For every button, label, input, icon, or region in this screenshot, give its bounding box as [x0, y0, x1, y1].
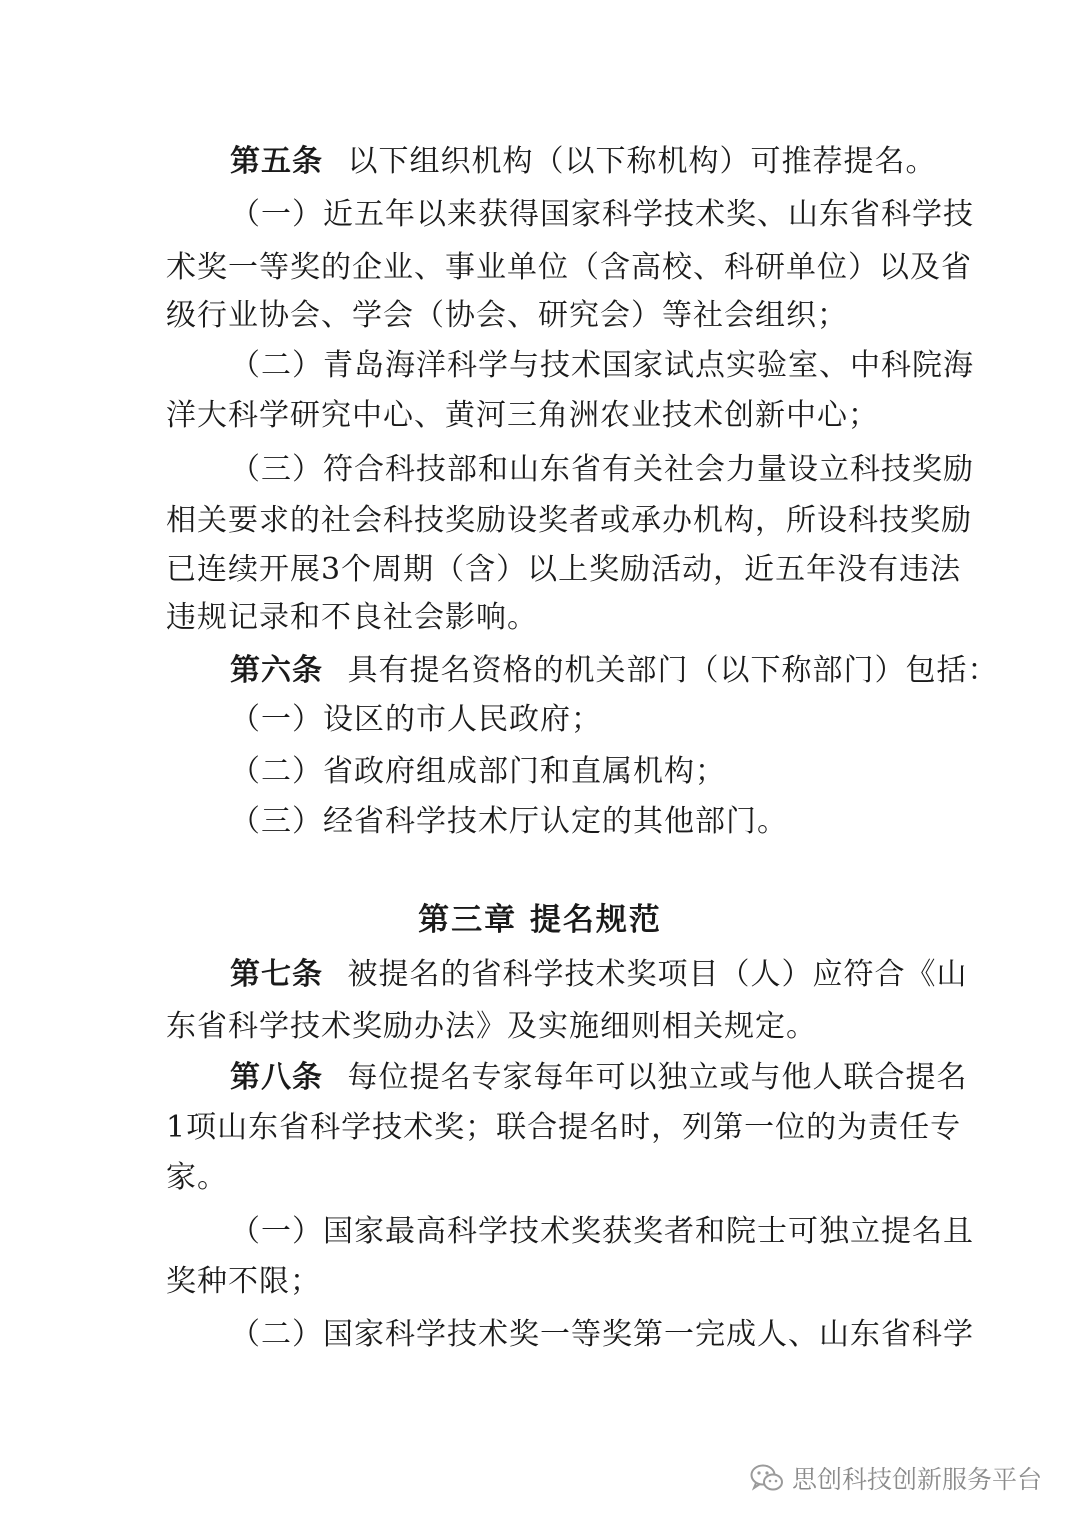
article-6-text: 具有提名资格的机关部门（以下称部门）包括： — [347, 653, 999, 688]
article-5-item-2-line-2: 洋大科学研究中心、黄河三角洲农业技术创新中心； — [166, 398, 879, 433]
article-5-item-1-line-2: 术奖一等奖的企业、事业单位（含高校、科研单位）以及省 — [166, 250, 972, 285]
article-8-line-1 — [230, 1058, 968, 1098]
article-7-line-1 — [230, 955, 968, 995]
article-5-label: 第五条 — [230, 144, 323, 179]
article-7-label: 第七条 — [230, 957, 323, 992]
article-8-line-3: 家。 — [166, 1160, 228, 1195]
article-8-text-line-1: 每位提名专家每年可以独立或与他人联合提名 — [347, 1060, 968, 1095]
article-6-label: 第六条 — [230, 653, 323, 688]
article-6-item-3: （三）经省科学技术厅认定的其他部门。 — [230, 804, 788, 839]
article-8-line-2: 1项山东省科学技术奖；联合提名时，列第一位的为责任专 — [166, 1110, 962, 1145]
article-5-item-3-line-2: 相关要求的社会科技奖励设奖者或承办机构，所设科技奖励 — [166, 503, 972, 538]
article-5-text: 以下组织机构（以下称机构）可推荐提名。 — [347, 144, 937, 179]
article-7-line-2: 东省科学技术奖励办法》及实施细则相关规定。 — [166, 1009, 817, 1044]
article-5-item-1-line-1: （一）近五年以来获得国家科学技术奖、山东省科学技 — [230, 197, 974, 232]
chapter-3-title: 第三章 提名规范 — [418, 902, 662, 938]
article-5-item-3-line-1: （三）符合科技部和山东省有关社会力量设立科技奖励 — [230, 452, 974, 487]
article-6-item-1: （一）设区的市人民政府； — [230, 702, 602, 737]
watermark — [750, 1460, 1042, 1496]
article-6-item-2: （二）省政府组成部门和直属机构； — [230, 754, 726, 789]
article-8-item-2-line-1: （二）国家科学技术奖一等奖第一完成人、山东省科学 — [230, 1317, 974, 1352]
article-5-heading — [230, 142, 937, 182]
watermark-text: 思创科技创新服务平台 — [791, 1465, 1042, 1494]
article-8-item-1-line-1: （一）国家最高科学技术奖获奖者和院士可独立提名且 — [230, 1214, 974, 1249]
article-8-item-1-line-2: 奖种不限； — [166, 1264, 321, 1299]
article-6-heading — [230, 651, 999, 691]
article-5-item-3-line-4: 违规记录和不良社会影响。 — [166, 600, 538, 635]
article-8-label: 第八条 — [230, 1060, 323, 1095]
article-7-text-line-1: 被提名的省科学技术奖项目（人）应符合《山 — [347, 957, 968, 992]
wechat-icon — [750, 1464, 784, 1492]
article-5-item-3-line-3: 已连续开展3个周期（含）以上奖励活动，近五年没有违法 — [166, 552, 962, 587]
article-5-item-2-line-1: （二）青岛海洋科学与技术国家试点实验室、中科院海 — [230, 348, 974, 383]
article-5-item-1-line-3: 级行业协会、学会（协会、研究会）等社会组织； — [166, 298, 848, 333]
